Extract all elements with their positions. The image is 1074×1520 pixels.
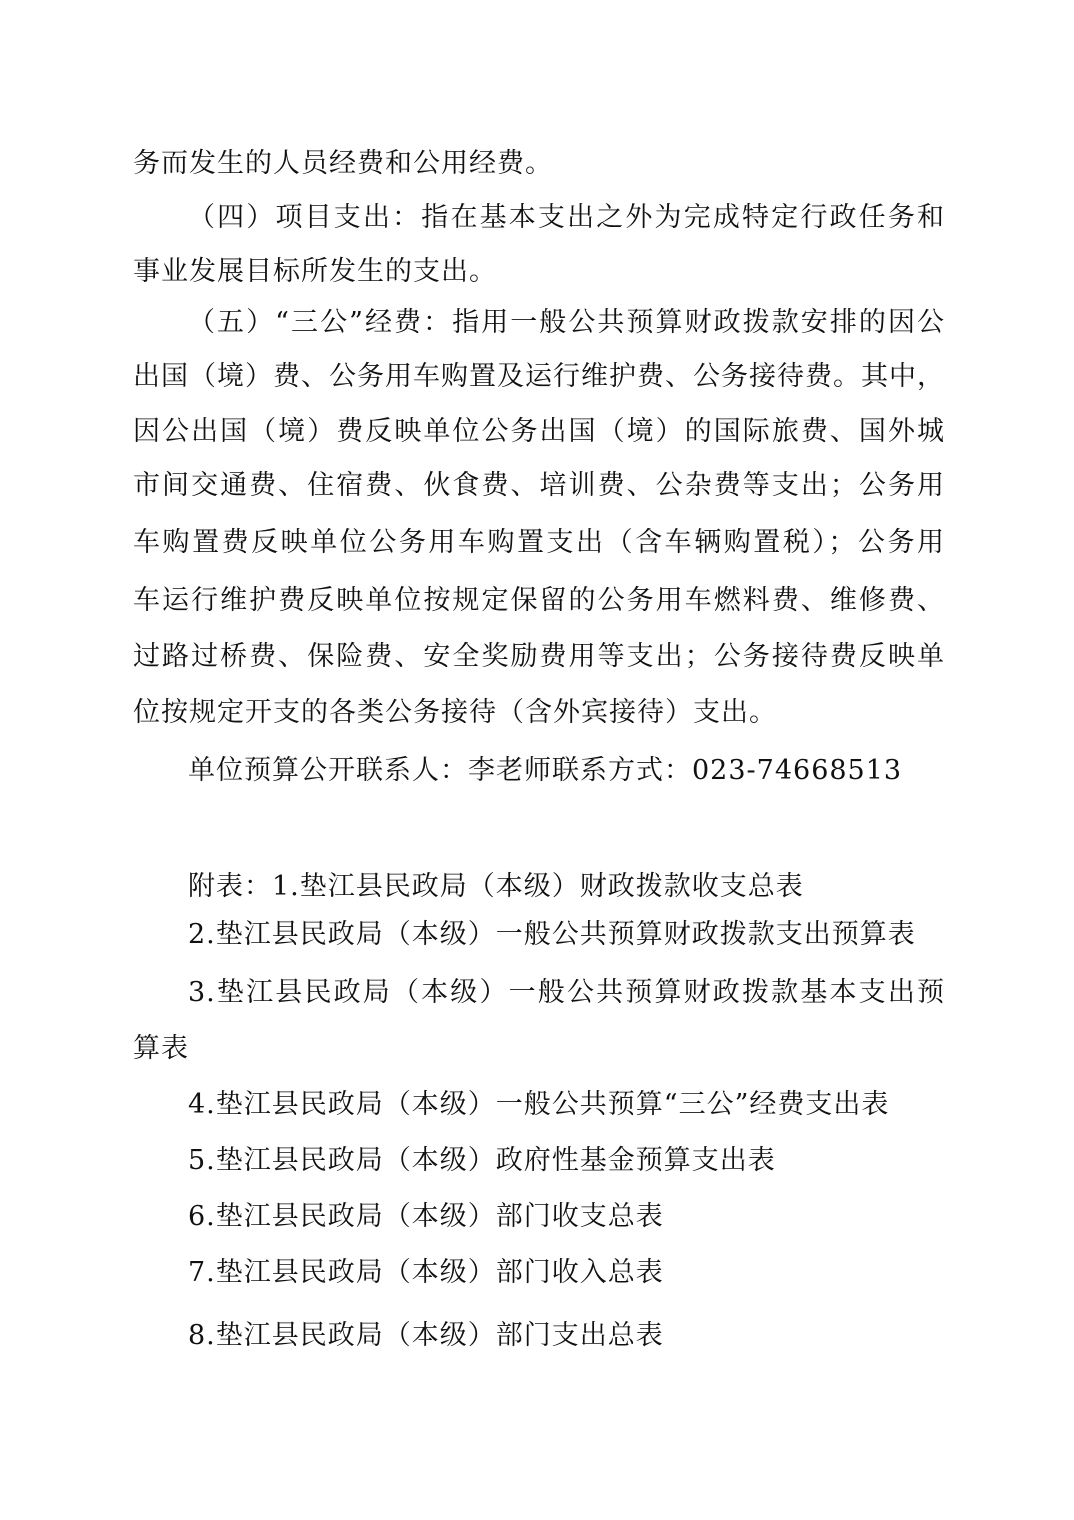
appendix-item-3-cont: 算表 <box>133 1033 189 1064</box>
body-line-1: 务而发生的人员经费和公用经费。 <box>133 148 553 179</box>
appendix-item-7: 7.垫江县民政局（本级）部门收入总表 <box>188 1257 664 1288</box>
appendix-item-1: 附表：1.垫江县民政局（本级）财政拨款收支总表 <box>188 871 804 902</box>
appendix-item-6: 6.垫江县民政局（本级）部门收支总表 <box>188 1201 664 1232</box>
appendix-item-8: 8.垫江县民政局（本级）部门支出总表 <box>188 1320 664 1351</box>
body-line-11: 位按规定开支的各类公务接待（含外宾接待）支出。 <box>133 697 777 728</box>
body-line-7: 市间交通费、住宿费、伙食费、培训费、公杂费等支出；公务用 <box>133 470 945 501</box>
body-line-3: 事业发展目标所发生的支出。 <box>133 256 497 287</box>
appendix-item-2: 2.垫江县民政局（本级）一般公共预算财政拨款支出预算表 <box>188 919 916 950</box>
body-line-4: （五）“三公”经费：指用一般公共预算财政拨款安排的因公 <box>188 307 945 338</box>
body-line-6: 因公出国（境）费反映单位公务出国（境）的国际旅费、国外城 <box>133 416 945 447</box>
appendix-item-4: 4.垫江县民政局（本级）一般公共预算“三公”经费支出表 <box>188 1089 890 1120</box>
body-line-5: 出国（境）费、公务用车购置及运行维护费、公务接待费。其中， <box>133 361 945 392</box>
body-line-8: 车购置费反映单位公务用车购置支出（含车辆购置税）；公务用 <box>133 527 945 558</box>
appendix-item-3: 3.垫江县民政局（本级）一般公共预算财政拨款基本支出预 <box>188 977 945 1008</box>
contact-line: 单位预算公开联系人：李老师联系方式：023-74668513 <box>188 755 903 786</box>
body-line-10: 过路过桥费、保险费、安全奖励费用等支出；公务接待费反映单 <box>133 641 945 672</box>
body-line-2: （四）项目支出：指在基本支出之外为完成特定行政任务和 <box>188 202 945 233</box>
body-line-9: 车运行维护费反映单位按规定保留的公务用车燃料费、维修费、 <box>133 585 945 616</box>
appendix-item-5: 5.垫江县民政局（本级）政府性基金预算支出表 <box>188 1145 776 1176</box>
